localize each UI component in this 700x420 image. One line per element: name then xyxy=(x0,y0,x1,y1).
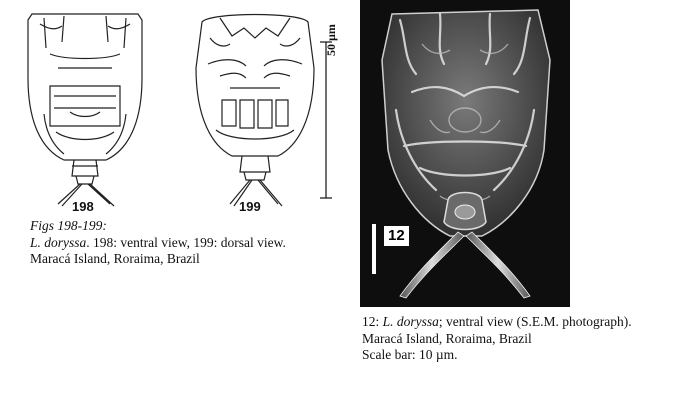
scale-bar-label: 50 µm xyxy=(324,24,338,56)
caption-line xyxy=(30,235,350,252)
caption-scale: Scale bar: 10 µm. xyxy=(362,347,458,362)
figure-198-label: 198 xyxy=(72,199,94,214)
sem-photograph xyxy=(360,0,570,307)
sem-specimen-rendering xyxy=(360,0,570,307)
left-figure-caption xyxy=(30,218,350,268)
figure-198-ventral-drawing xyxy=(10,8,160,208)
scale-bar-50um xyxy=(318,40,334,200)
caption-number: 12: xyxy=(362,314,383,329)
figure-199-label: 199 xyxy=(239,199,261,214)
caption-species: L. doryssa xyxy=(382,314,439,329)
photo-figure-label: 12 xyxy=(384,226,409,246)
caption-locality: Maracá Island, Roraima, Brazil xyxy=(30,251,200,266)
caption-locality: Maracá Island, Roraima, Brazil xyxy=(362,330,532,346)
caption-description: . 198: ventral view, 199: dorsal view. xyxy=(86,234,286,250)
caption-species: L. doryssa xyxy=(30,234,87,250)
caption-heading: Figs 198-199: xyxy=(30,218,107,233)
right-figure-caption xyxy=(362,314,698,364)
figure-199-dorsal-drawing xyxy=(180,8,330,208)
caption-description: ; ventral view (S.E.M. photograph). xyxy=(438,314,632,329)
caption-line xyxy=(362,314,698,331)
